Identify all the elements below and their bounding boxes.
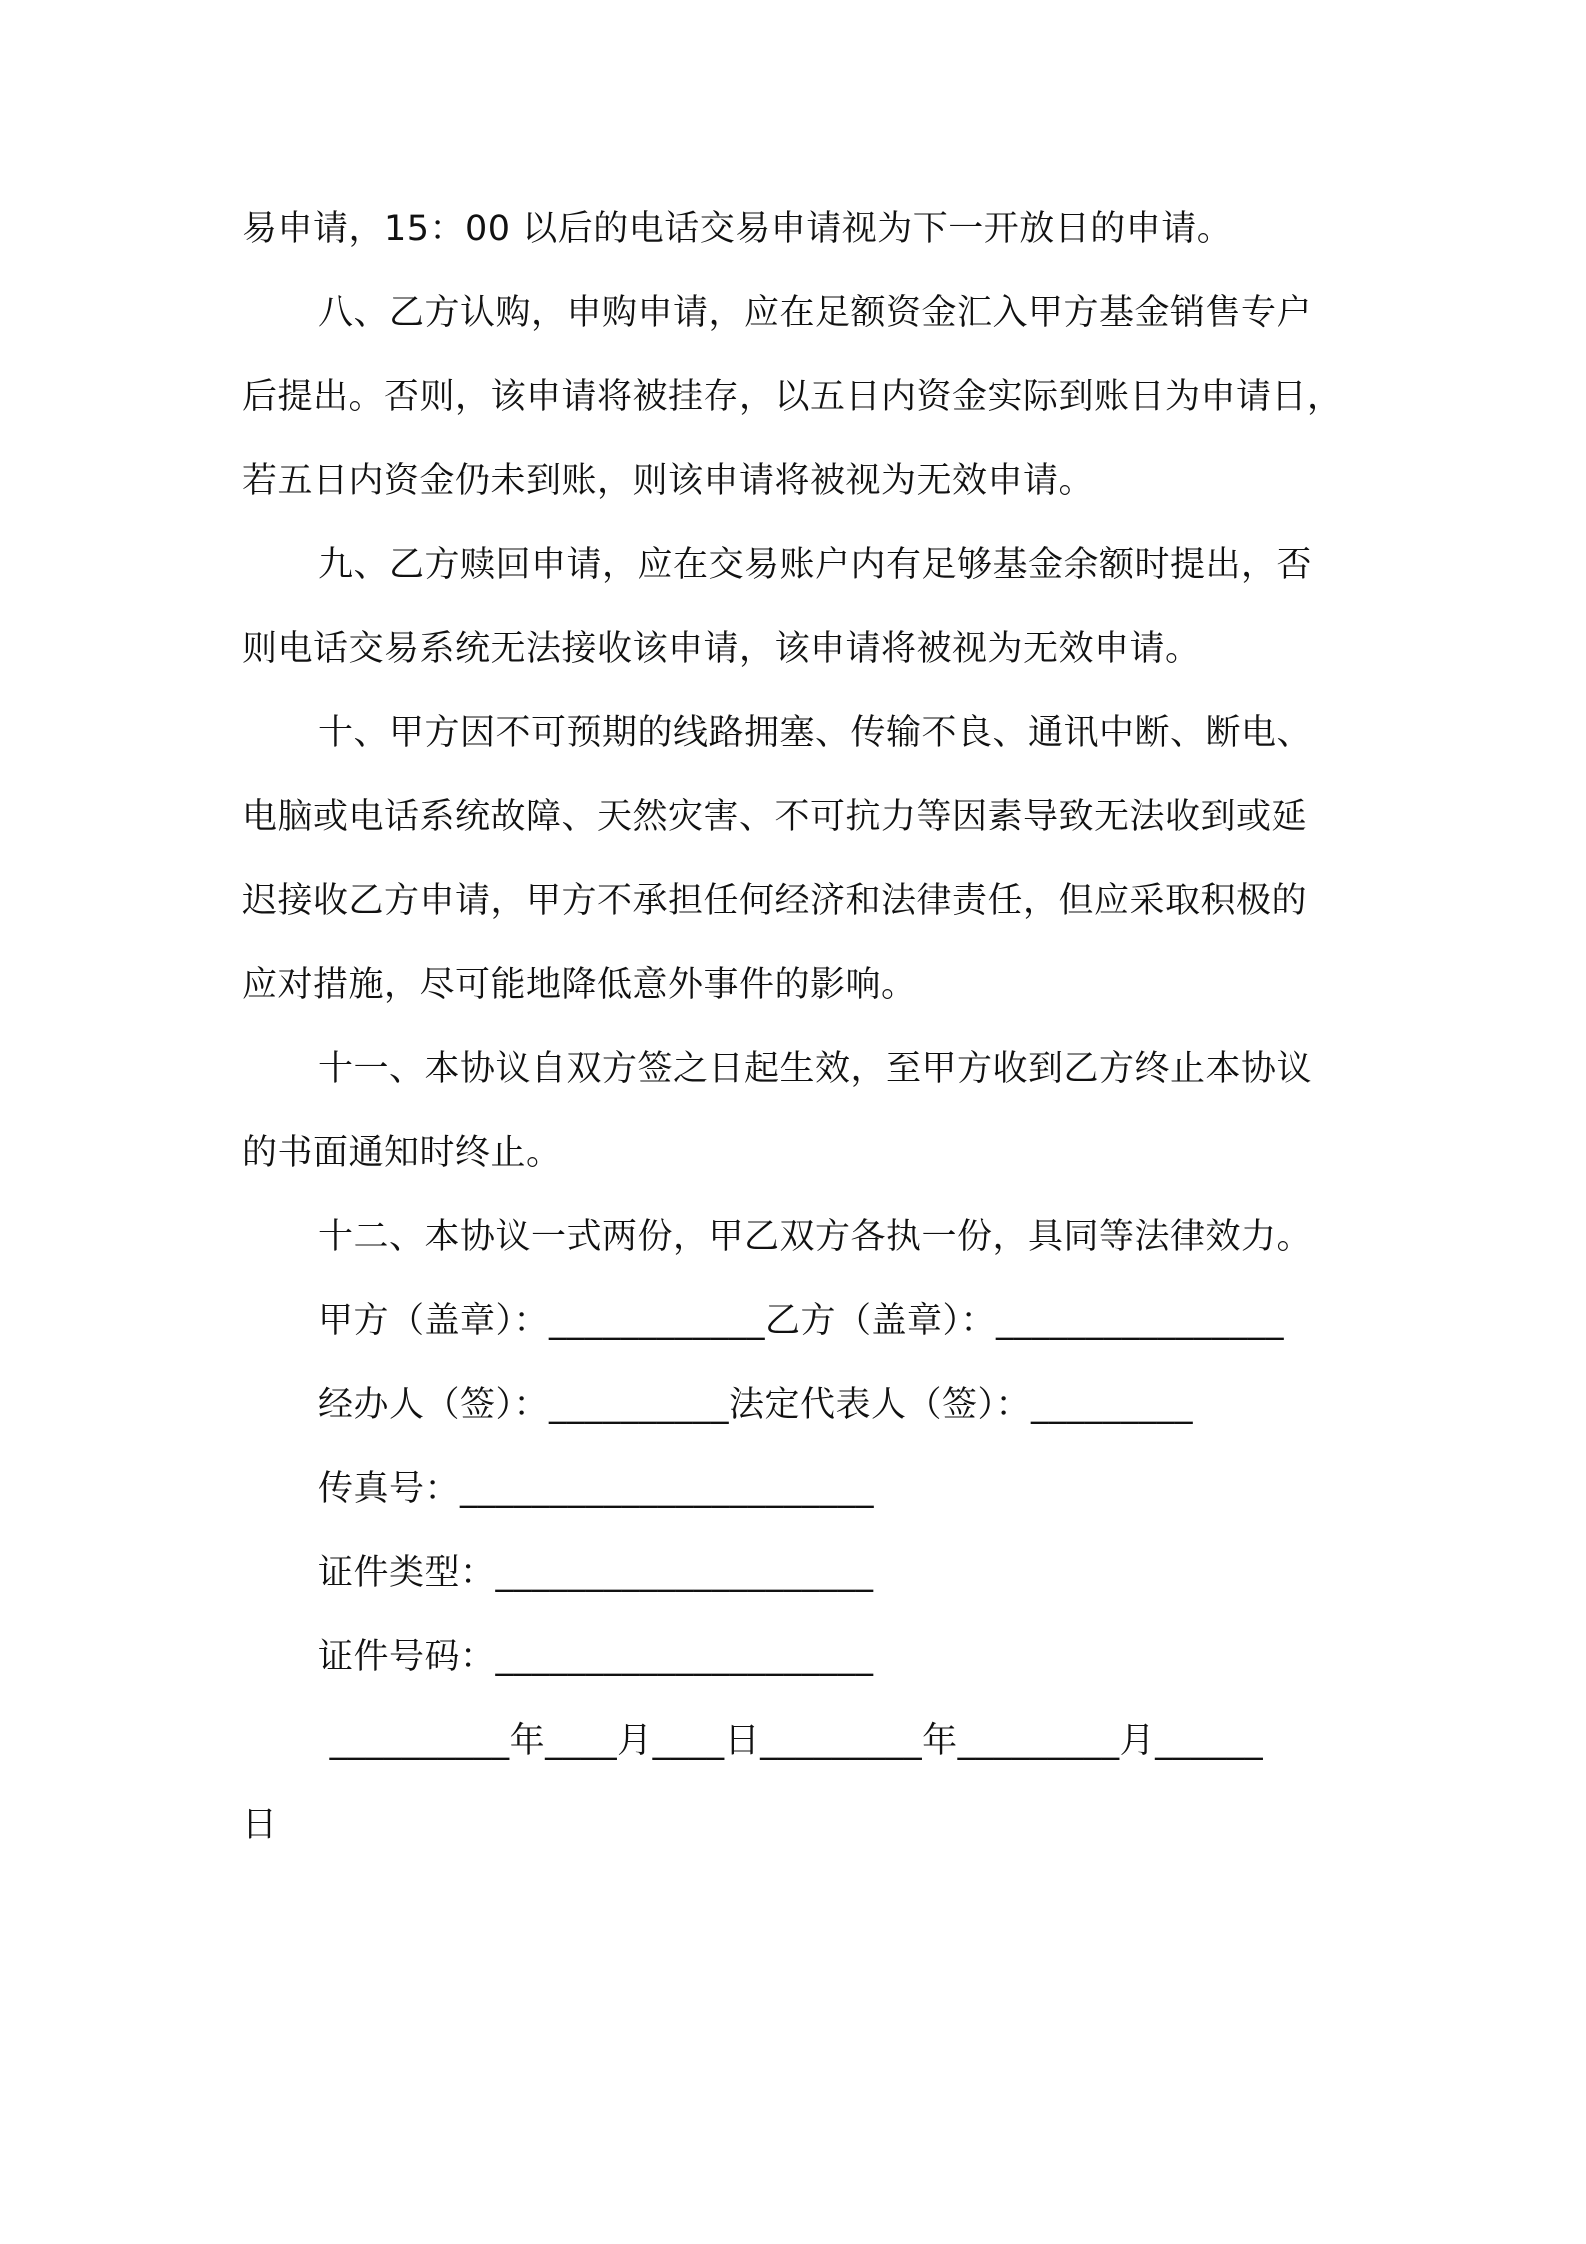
paragraph-line: 若五日内资金仍未到账，则该申请将被视为无效申请。	[242, 461, 1095, 501]
paragraph-line: 迟接收乙方申请，甲方不承担任何经济和法律责任，但应采取积极的	[242, 881, 1308, 921]
date-tail: 日	[242, 1805, 278, 1845]
paragraph-line: 九、乙方赎回申请，应在交易账户内有足够基金余额时提出，否	[318, 545, 1313, 585]
paragraph-line: 后提出。否则，该申请将被挂存，以五日内资金实际到账日为申请日，	[242, 377, 1343, 417]
paragraph-line: 的书面通知时终止。	[242, 1133, 562, 1173]
paragraph-line: 十、甲方因不可预期的线路拥塞、传输不良、通讯中断、断电、	[318, 713, 1313, 753]
paragraph-line: 应对措施，尽可能地降低意外事件的影响。	[242, 965, 917, 1005]
paragraph-line: 则电话交易系统无法接收该申请，该申请将被视为无效申请。	[242, 629, 1201, 669]
date-line: __________年____月____日_________年_________月______	[318, 1721, 1264, 1761]
signature-handler-line: 经办人（签）：__________法定代表人（签）：_________	[318, 1385, 1194, 1425]
paragraph-line: 十二、本协议一式两份，甲乙双方各执一份，具同等法律效力。	[318, 1217, 1313, 1257]
id-type-line: 证件类型：_____________________	[318, 1553, 874, 1593]
id-number-line: 证件号码：_____________________	[318, 1637, 874, 1677]
paragraph-line: 电脑或电话系统故障、天然灾害、不可抗力等因素导致无法收到或延	[242, 797, 1308, 837]
paragraph-line: 八、乙方认购，申购申请，应在足额资金汇入甲方基金销售专户	[318, 293, 1313, 333]
paragraph-line: 易申请，15：00 以后的电话交易申请视为下一开放日的申请。	[242, 209, 1233, 249]
fax-line: 传真号：_______________________	[318, 1469, 875, 1509]
signature-party-line: 甲方（盖章）：____________乙方（盖章）：________________	[318, 1301, 1285, 1341]
paragraph-line: 十一、本协议自双方签之日起生效，至甲方收到乙方终止本协议	[318, 1049, 1313, 1089]
